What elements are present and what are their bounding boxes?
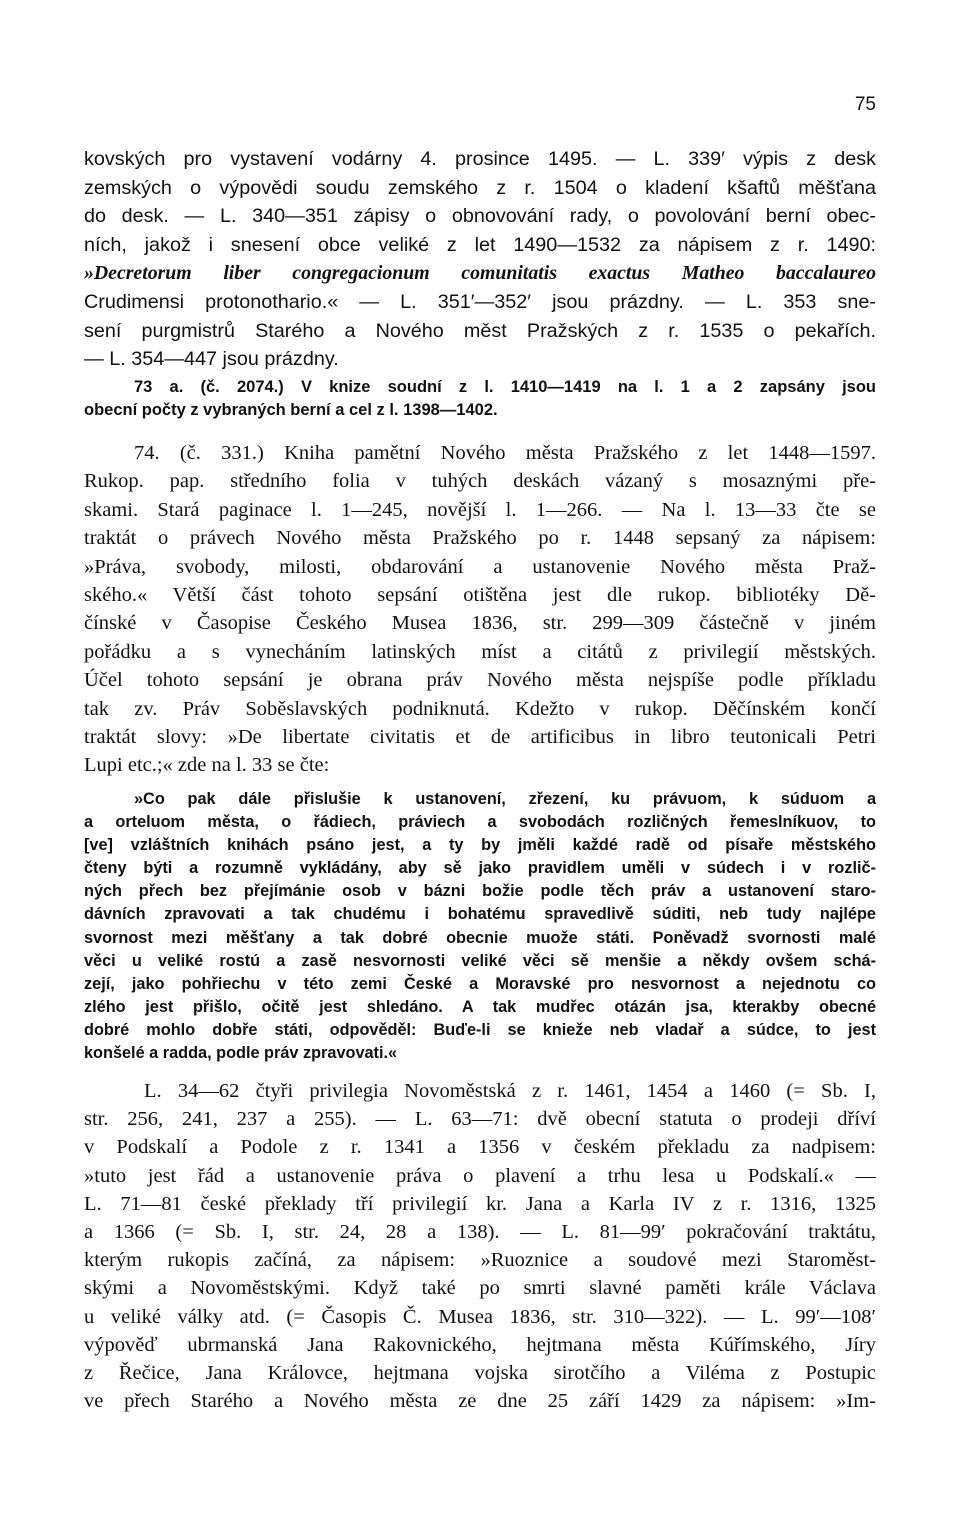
quote-line: »Co pak dále přislušie k ustanovení, zřezení, ku právuom, k súduom a: [134, 790, 876, 808]
intro-paragraph: [84, 145, 876, 374]
text-line: obecní počty z vybraných berní a cel z l. 1398—1402.: [84, 401, 498, 419]
quote-line: dobré mohlo dobře státi, odpověděl: Buďe-li se knieže neb vladař a súdce, to jest: [84, 1020, 876, 1039]
text-line: — L. 354—447 jsou prázdny.: [84, 348, 339, 371]
text-line: zemských o výpovědi soudu zemského z r. 1504 o kladení kšaftů měšťana: [84, 176, 876, 199]
quote-line: svornost mezi měšťany a tak dobré obecnie muože státi. Poněvadž svornosti malé: [84, 928, 876, 947]
text-line: čínské v Časopise Českého Musea 1836, str. 299—309 částečně v jiném: [84, 612, 876, 635]
quote-line: zlého jest přišlo, očitě jest shledáno. A tak mudřec otázán jsa, kterakby obecné: [84, 997, 876, 1016]
quote-line: ných přech bez přejímánie osob v bázni božie podle těch práv a ustanovení staro-: [84, 882, 876, 901]
page-number: 75: [854, 94, 876, 115]
text-line: kterým rukopis začíná, za nápisem: »Ruoznice a soudové mezi Staroměst-: [84, 1249, 876, 1272]
quote-line: čteny býti a rozumně vykládány, aby sě jako pravidlem uměli v súdech i v rozlič-: [84, 859, 876, 878]
text-line: Lupi etc.;« zde na l. 33 se čte:: [84, 754, 330, 777]
text-line: Účel tohoto sepsání je obrana práv Nového města nejspíše podle příkladu: [84, 669, 876, 692]
text-line: skami. Stará paginace l. 1—245, novější l. 1—266. — Na l. 13—33 čte se: [84, 498, 876, 521]
entry-73a: [84, 376, 876, 422]
text-line: ních, jakož i snesení obce veliké z let 1490—1532 za nápisem z r. 1490:: [84, 233, 876, 256]
text-line: 73 a. (č. 2074.) V knize soudní z l. 1410—1419 na l. 1 a 2 zapsány jsou: [134, 378, 876, 396]
text-line: a 1366 (= Sb. I, str. 24, 28 a 138). — L. 81—99′ pokračování traktátu,: [84, 1221, 876, 1244]
text-line: »Decretorum liber congregacionum comunitatis exactus Matheo baccalaureo: [84, 262, 876, 285]
continuation-paragraph: [84, 1077, 876, 1415]
quote-line: konšelé a radda, podle práv zpravovati.«: [84, 1044, 398, 1063]
text-line: traktát o právech Nového města Pražského po r. 1448 sepsaný za nápisem:: [84, 527, 876, 550]
quote-line: zejí, jako pohřiechu v této zemi České a Moravské pro nesvornost a nejednotu co: [84, 974, 876, 993]
quote-line: [ve] vzláštních knihách psáno jest, a ty by jměli každé radě od písaře městského: [84, 836, 876, 855]
text-line: traktát slovy: »De libertate civitatis et de artificibus in libro teutonicali Petri: [84, 726, 876, 749]
text-line: Rukop. pap. středního folia v tuhých deskách vázaný s mosaznými pře-: [84, 470, 876, 493]
text-line: výpověď ubrmanská Jana Rakovnického, hejtmana města Kúřímského, Jíry: [84, 1333, 876, 1356]
entry-heading-line: 74. (č. 331.) Kniha pamětní Nového města Pražského z let 1448—1597.: [134, 442, 876, 464]
text-line: L. 34—62 čtyři privilegia Novoměstská z r. 1461, 1454 a 1460 (= Sb. I,: [144, 1080, 876, 1102]
text-line: »Práva, svobody, milosti, obdarování a ustanovenie Nového města Praž-: [84, 555, 876, 578]
text-line: Crudimensi protonothario.« — L. 351′—352′ jsou prázdny. — L. 353 sne-: [84, 290, 876, 313]
text-line: ve přech Starého a Nového města ze dne 25 září 1429 za nápisem: »Im-: [84, 1390, 876, 1413]
text-line: do desk. — L. 340—351 zápisy o obnovování rady, o povolování berní obec-: [84, 205, 876, 228]
text-line: »tuto jest řád a ustanovenie práva o plavení a trhu lesa u Podskalí.« —: [84, 1164, 876, 1187]
text-line: u veliké války atd. (= Časopis Č. Musea 1836, str. 310—322). — L. 99′—108′: [84, 1305, 876, 1328]
text-line: v Podskalí a Podole z r. 1341 a 1356 v českém překladu za nadpisem:: [84, 1136, 876, 1159]
text-line: ského.« Větší část tohoto sepsání otištěna jest dle rukop. bibliotéky Dě-: [84, 584, 876, 607]
text-line: pořádku a s vynecháním latinských míst a citátů z privilegií městských.: [84, 640, 876, 663]
block-quotation: [84, 788, 876, 1065]
text-line: str. 256, 241, 237 a 255). — L. 63—71: dvě obecní statuta o prodeji dříví: [84, 1108, 876, 1131]
text-line: z Řečice, Jana Královce, hejtmana vojska sirotčího a Viléma z Postupic: [84, 1362, 876, 1385]
quote-line: věci u veliké rostú a zasě nesvornosti veliké věci sě menšie a někdy ovšem schá-: [84, 951, 876, 970]
text-line: tak zv. Práv Soběslavských podniknutá. Kdežto v rukop. Děčínském končí: [84, 697, 876, 720]
text-line: L. 71—81 české překlady tří privilegií kr. Jana a Karla IV z r. 1316, 1325: [84, 1192, 876, 1215]
quote-line: a orteluom města, o řádiech, práviech a svobodách rozličných řemeslníkuov, to: [84, 813, 876, 832]
entry-74: [84, 439, 876, 780]
text-line: kovských pro vystavení vodárny 4. prosince 1495. — L. 339′ výpis z desk: [84, 148, 876, 170]
text-line: skými a Novoměstskými. Když také po smrti slavné paměti krále Václava: [84, 1277, 876, 1300]
text-line: sení purgmistrů Starého a Nového měst Pražských z r. 1535 o pekařích.: [84, 319, 876, 342]
quote-line: dávních zpravovati a tak chudému i bohatému spravedlivě súditi, neb tudy najlépe: [84, 905, 876, 924]
